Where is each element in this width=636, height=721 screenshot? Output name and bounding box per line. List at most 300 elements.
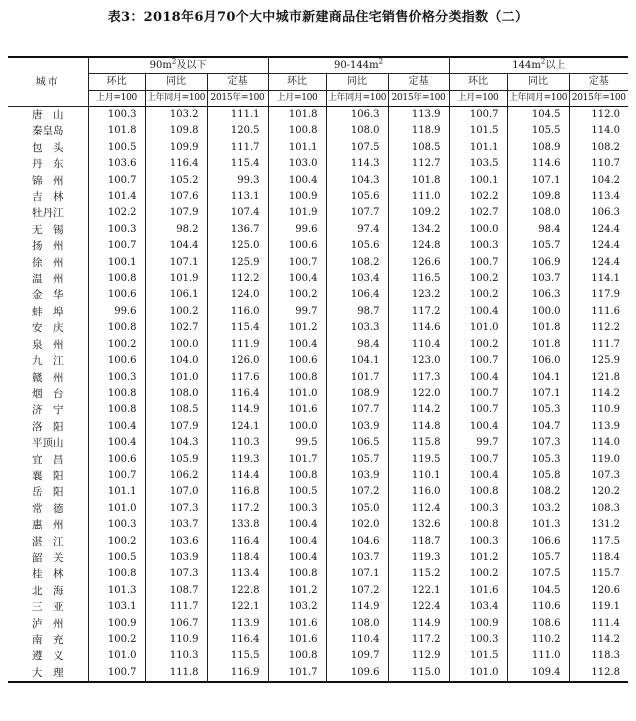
value-cell: 98.4 (507, 222, 569, 238)
value-cell: 111.7 (207, 140, 268, 156)
group-label: 144m (512, 60, 541, 71)
city-cell: 丹 东 (32, 158, 64, 171)
value-cell: 101.6 (268, 402, 326, 418)
value-cell: 100.4 (88, 419, 145, 435)
value-cell: 100.7 (88, 665, 145, 682)
value-cell: 108.6 (507, 616, 569, 632)
table-row (8, 534, 628, 550)
value-cell: 116.5 (388, 271, 449, 287)
value-cell: 104.7 (507, 419, 569, 435)
value-cell: 100.4 (449, 370, 507, 386)
value-cell: 102.2 (88, 205, 145, 221)
value-cell: 103.3 (326, 320, 388, 336)
value-cell: 97.4 (326, 222, 388, 238)
table-row (8, 123, 628, 139)
value-cell: 100.8 (268, 123, 326, 139)
value-cell: 106.3 (326, 107, 388, 124)
value-cell: 105.6 (326, 189, 388, 205)
value-cell: 100.8 (268, 648, 326, 664)
value-cell: 100.4 (268, 534, 326, 550)
value-cell: 105.7 (507, 550, 569, 566)
value-cell: 100.2 (449, 271, 507, 287)
value-cell: 124.4 (569, 222, 628, 238)
value-cell: 100.3 (449, 632, 507, 648)
table-row (8, 501, 628, 517)
value-cell: 100.2 (88, 337, 145, 353)
value-cell: 98.2 (145, 222, 207, 238)
value-cell: 110.3 (145, 648, 207, 664)
base-header-prev-month: 上月=100 (449, 91, 507, 107)
value-cell: 116.4 (207, 386, 268, 402)
value-cell: 100.8 (88, 320, 145, 336)
value-cell: 110.1 (388, 468, 449, 484)
value-cell: 109.4 (507, 665, 569, 682)
value-cell: 105.5 (507, 123, 569, 139)
value-cell: 99.7 (449, 435, 507, 451)
value-cell: 126.6 (388, 255, 449, 271)
value-cell: 100.2 (449, 287, 507, 303)
value-cell: 100.7 (268, 255, 326, 271)
group-suffix: 以上 (545, 60, 566, 71)
value-cell: 119.1 (569, 599, 628, 615)
sub-header-fixed-base: 定基 (569, 74, 628, 91)
value-cell: 125.9 (569, 353, 628, 369)
value-cell: 110.4 (326, 632, 388, 648)
table-row (8, 452, 628, 468)
value-cell: 100.1 (449, 173, 507, 189)
city-cell: 平顶山 (32, 437, 64, 450)
value-cell: 110.9 (145, 632, 207, 648)
group-sup: 2 (171, 57, 177, 66)
value-cell: 100.8 (88, 402, 145, 418)
table-row (8, 370, 628, 386)
value-cell: 100.3 (88, 107, 145, 124)
value-cell: 124.8 (388, 238, 449, 254)
value-cell: 106.1 (145, 287, 207, 303)
value-cell: 108.2 (569, 140, 628, 156)
value-cell: 106.3 (507, 287, 569, 303)
value-cell: 104.5 (507, 107, 569, 124)
value-cell: 115.8 (388, 435, 449, 451)
value-cell: 101.9 (145, 271, 207, 287)
value-cell: 103.7 (145, 517, 207, 533)
value-cell: 101.1 (268, 140, 326, 156)
value-cell: 100.7 (449, 255, 507, 271)
value-cell: 108.0 (326, 616, 388, 632)
value-cell: 117.2 (207, 501, 268, 517)
value-cell: 103.2 (507, 501, 569, 517)
city-cell: 遵 义 (32, 650, 64, 663)
value-cell: 104.3 (326, 173, 388, 189)
value-cell: 104.5 (507, 583, 569, 599)
value-cell: 134.2 (388, 222, 449, 238)
value-cell: 110.6 (507, 599, 569, 615)
value-cell: 120.6 (569, 583, 628, 599)
value-cell: 132.6 (388, 517, 449, 533)
value-cell: 107.6 (145, 189, 207, 205)
value-cell: 107.1 (507, 386, 569, 402)
value-cell: 104.2 (569, 173, 628, 189)
value-cell: 111.6 (569, 304, 628, 320)
value-cell: 114.6 (507, 156, 569, 172)
value-cell: 100.3 (88, 370, 145, 386)
value-cell: 106.3 (569, 205, 628, 221)
table-title: 表3：2018年6月70个大中城市新建商品住宅销售价格分类指数（二） (107, 10, 529, 25)
value-cell: 114.0 (569, 435, 628, 451)
table-row (8, 665, 628, 682)
city-column-header: 城市 (8, 57, 88, 107)
value-cell: 110.3 (207, 435, 268, 451)
value-cell: 124.1 (207, 419, 268, 435)
table-row (8, 386, 628, 402)
city-cell: 蚌 埠 (32, 305, 64, 318)
value-cell: 108.2 (326, 255, 388, 271)
table-row (8, 304, 628, 320)
value-cell: 100.7 (449, 402, 507, 418)
city-cell: 南 充 (32, 634, 64, 646)
value-cell: 122.0 (388, 386, 449, 402)
value-cell: 110.2 (507, 632, 569, 648)
value-cell: 101.5 (449, 123, 507, 139)
table-row (8, 255, 628, 271)
value-cell: 114.9 (207, 402, 268, 418)
value-cell: 101.1 (88, 484, 145, 500)
table-row (8, 419, 628, 435)
value-cell: 104.0 (145, 353, 207, 369)
value-cell: 112.7 (388, 156, 449, 172)
table-row (8, 173, 628, 189)
value-cell: 120.5 (207, 123, 268, 139)
value-cell: 124.0 (207, 287, 268, 303)
value-cell: 114.9 (326, 599, 388, 615)
value-cell: 103.5 (449, 156, 507, 172)
value-cell: 122.8 (207, 583, 268, 599)
group-label: 90-144m (333, 60, 379, 71)
value-cell: 100.3 (449, 534, 507, 550)
value-cell: 109.2 (388, 205, 449, 221)
value-cell: 114.0 (569, 123, 628, 139)
value-cell: 100.6 (268, 353, 326, 369)
sub-header-yoy: 同比 (326, 74, 388, 91)
value-cell: 104.4 (145, 238, 207, 254)
value-cell: 110.9 (569, 402, 628, 418)
value-cell: 100.7 (449, 452, 507, 468)
value-cell: 100.6 (88, 287, 145, 303)
value-cell: 102.7 (449, 205, 507, 221)
value-cell: 118.7 (388, 534, 449, 550)
city-cell: 岳 阳 (32, 486, 64, 499)
value-cell: 100.4 (268, 337, 326, 353)
value-cell: 103.2 (145, 107, 207, 124)
value-cell: 117.5 (569, 534, 628, 550)
value-cell: 117.6 (207, 370, 268, 386)
value-cell: 100.7 (449, 386, 507, 402)
value-cell: 107.5 (507, 566, 569, 582)
value-cell: 100.0 (145, 337, 207, 353)
table-row (8, 320, 628, 336)
value-cell: 136.7 (207, 222, 268, 238)
value-cell: 115.4 (207, 156, 268, 172)
value-cell: 100.1 (88, 255, 145, 271)
value-cell: 105.8 (507, 468, 569, 484)
value-cell: 107.1 (326, 566, 388, 582)
value-cell: 100.6 (88, 353, 145, 369)
table-row (8, 616, 628, 632)
city-cell: 大 理 (8, 665, 88, 682)
city-cell: 泸 州 (32, 617, 64, 630)
value-cell: 100.5 (268, 484, 326, 500)
value-cell: 109.8 (507, 189, 569, 205)
city-cell: 吉 林 (32, 191, 64, 204)
value-cell: 115.0 (388, 665, 449, 682)
value-cell: 112.4 (388, 501, 449, 517)
sub-header-fixed-base: 定基 (207, 74, 268, 91)
value-cell: 100.0 (507, 304, 569, 320)
value-cell: 116.4 (207, 632, 268, 648)
value-cell: 114.1 (569, 271, 628, 287)
value-cell: 113.9 (388, 107, 449, 124)
value-cell: 105.9 (145, 452, 207, 468)
value-cell: 111.9 (207, 337, 268, 353)
value-cell: 118.4 (207, 550, 268, 566)
city-cell: 温 州 (32, 273, 64, 286)
value-cell: 103.0 (268, 156, 326, 172)
value-cell: 122.1 (207, 599, 268, 615)
value-cell: 111.8 (145, 665, 207, 682)
value-cell: 119.3 (207, 452, 268, 468)
value-cell: 125.9 (207, 255, 268, 271)
value-cell: 99.6 (268, 222, 326, 238)
value-cell: 118.9 (388, 123, 449, 139)
value-cell: 100.2 (88, 632, 145, 648)
value-cell: 108.5 (145, 402, 207, 418)
value-cell: 98.7 (326, 304, 388, 320)
value-cell: 114.2 (388, 402, 449, 418)
value-cell: 101.8 (268, 107, 326, 124)
value-cell: 101.6 (268, 632, 326, 648)
value-cell: 100.2 (88, 534, 145, 550)
group-sup: 2 (378, 57, 384, 66)
value-cell: 104.3 (145, 435, 207, 451)
value-cell: 101.2 (449, 550, 507, 566)
value-cell: 100.7 (449, 107, 507, 124)
value-cell: 106.7 (145, 616, 207, 632)
value-cell: 101.9 (268, 205, 326, 221)
value-cell: 100.9 (88, 616, 145, 632)
value-cell: 103.4 (449, 599, 507, 615)
table-row (8, 435, 628, 451)
value-cell: 100.6 (88, 452, 145, 468)
value-cell: 114.4 (207, 468, 268, 484)
value-cell: 106.5 (326, 435, 388, 451)
value-cell: 101.7 (268, 665, 326, 682)
value-cell: 101.1 (449, 140, 507, 156)
value-cell: 116.8 (207, 484, 268, 500)
value-cell: 112.9 (388, 648, 449, 664)
sub-header-yoy: 同比 (507, 74, 569, 91)
sub-header-mom: 环比 (88, 74, 145, 91)
city-cell: 洛 阳 (32, 420, 64, 433)
value-cell: 100.3 (268, 501, 326, 517)
value-cell: 106.0 (507, 353, 569, 369)
value-cell: 116.0 (388, 484, 449, 500)
value-cell: 101.7 (268, 452, 326, 468)
value-cell: 111.0 (388, 189, 449, 205)
value-cell: 102.7 (145, 320, 207, 336)
table-row (8, 205, 628, 221)
value-cell: 100.2 (268, 287, 326, 303)
value-cell: 114.8 (388, 419, 449, 435)
value-cell: 107.2 (326, 484, 388, 500)
value-cell: 109.6 (326, 665, 388, 682)
value-cell: 109.9 (145, 140, 207, 156)
sub-header-fixed-base: 定基 (388, 74, 449, 91)
value-cell: 123.2 (388, 287, 449, 303)
value-cell: 101.5 (449, 648, 507, 664)
table-row (8, 648, 628, 664)
table-row (8, 550, 628, 566)
value-cell: 99.6 (88, 304, 145, 320)
value-cell: 117.2 (388, 304, 449, 320)
table-row (8, 632, 628, 648)
group-header-over-144 (449, 57, 628, 74)
base-header-prev-year: 上年同月=100 (507, 91, 569, 107)
value-cell: 101.3 (88, 583, 145, 599)
value-cell: 103.9 (326, 419, 388, 435)
table-row (8, 156, 628, 172)
value-cell: 124.4 (569, 238, 628, 254)
city-cell: 安 庆 (32, 322, 64, 335)
value-cell: 99.3 (207, 173, 268, 189)
value-cell: 111.4 (569, 616, 628, 632)
city-cell: 三 亚 (32, 601, 64, 614)
value-cell: 100.7 (88, 238, 145, 254)
value-cell: 115.2 (388, 566, 449, 582)
value-cell: 100.3 (88, 222, 145, 238)
value-cell: 126.0 (207, 353, 268, 369)
value-cell: 100.8 (449, 517, 507, 533)
value-cell: 103.7 (326, 550, 388, 566)
value-cell: 113.1 (207, 189, 268, 205)
value-cell: 110.7 (569, 156, 628, 172)
value-cell: 123.0 (388, 353, 449, 369)
value-cell: 105.6 (326, 238, 388, 254)
value-cell: 100.8 (449, 484, 507, 500)
group-header-under-90 (88, 57, 268, 74)
value-cell: 100.6 (268, 238, 326, 254)
value-cell: 103.6 (145, 534, 207, 550)
value-cell: 108.2 (507, 484, 569, 500)
value-cell: 101.8 (388, 173, 449, 189)
value-cell: 98.4 (326, 337, 388, 353)
city-cell: 桂 林 (32, 568, 64, 581)
value-cell: 116.0 (207, 304, 268, 320)
value-cell: 107.7 (326, 205, 388, 221)
value-cell: 106.9 (507, 255, 569, 271)
value-cell: 100.4 (268, 173, 326, 189)
value-cell: 117.2 (388, 632, 449, 648)
city-cell: 宜 昌 (32, 453, 64, 466)
table-row (8, 287, 628, 303)
base-header-prev-month: 上月=100 (88, 91, 145, 107)
value-cell: 100.0 (449, 222, 507, 238)
value-cell: 100.4 (449, 419, 507, 435)
sub-header-mom: 环比 (449, 74, 507, 91)
value-cell: 105.3 (507, 402, 569, 418)
value-cell: 100.3 (88, 517, 145, 533)
value-cell: 101.4 (88, 189, 145, 205)
value-cell: 112.8 (569, 665, 628, 682)
base-header-prev-year: 上年同月=100 (326, 91, 388, 107)
table-body (8, 107, 628, 683)
city-cell: 济 宁 (32, 404, 64, 417)
value-cell: 111.0 (507, 648, 569, 664)
city-cell: 唐 山 (32, 109, 64, 121)
value-cell: 100.9 (449, 616, 507, 632)
value-cell: 100.3 (449, 238, 507, 254)
base-header-prev-month: 上月=100 (268, 91, 326, 107)
value-cell: 100.8 (268, 370, 326, 386)
value-cell: 101.8 (507, 320, 569, 336)
value-cell: 105.2 (145, 173, 207, 189)
value-cell: 112.2 (569, 320, 628, 336)
value-cell: 103.9 (326, 468, 388, 484)
value-cell: 108.0 (145, 386, 207, 402)
value-cell: 101.0 (268, 386, 326, 402)
value-cell: 108.0 (326, 123, 388, 139)
value-cell: 108.9 (326, 386, 388, 402)
city-cell: 常 德 (32, 502, 64, 515)
value-cell: 101.2 (268, 583, 326, 599)
value-cell: 113.4 (569, 189, 628, 205)
value-cell: 119.5 (388, 452, 449, 468)
value-cell: 100.2 (449, 566, 507, 582)
value-cell: 103.2 (268, 599, 326, 615)
value-cell: 100.8 (268, 566, 326, 582)
value-cell: 109.8 (145, 123, 207, 139)
value-cell: 107.0 (145, 484, 207, 500)
value-cell: 116.4 (145, 156, 207, 172)
value-cell: 101.0 (88, 501, 145, 517)
value-cell: 107.1 (145, 255, 207, 271)
city-cell: 烟 台 (32, 387, 64, 400)
value-cell: 103.1 (88, 599, 145, 615)
table-row (8, 484, 628, 500)
value-cell: 115.5 (207, 648, 268, 664)
table-row (8, 468, 628, 484)
value-cell: 100.0 (268, 419, 326, 435)
value-cell: 100.2 (145, 304, 207, 320)
value-cell: 113.9 (207, 616, 268, 632)
value-cell: 131.2 (569, 517, 628, 533)
value-cell: 111.7 (145, 599, 207, 615)
value-cell: 114.2 (569, 632, 628, 648)
value-cell: 100.4 (88, 435, 145, 451)
value-cell: 111.1 (207, 107, 268, 124)
value-cell: 103.7 (507, 271, 569, 287)
value-cell: 104.1 (326, 353, 388, 369)
city-cell: 徐 州 (32, 256, 64, 269)
value-cell: 101.0 (449, 320, 507, 336)
value-cell: 112.2 (207, 271, 268, 287)
city-cell: 赣 州 (32, 371, 64, 384)
value-cell: 108.0 (507, 205, 569, 221)
value-cell: 104.6 (326, 534, 388, 550)
value-cell: 105.7 (326, 452, 388, 468)
value-cell: 101.8 (88, 123, 145, 139)
value-cell: 108.7 (145, 583, 207, 599)
value-cell: 107.1 (507, 173, 569, 189)
